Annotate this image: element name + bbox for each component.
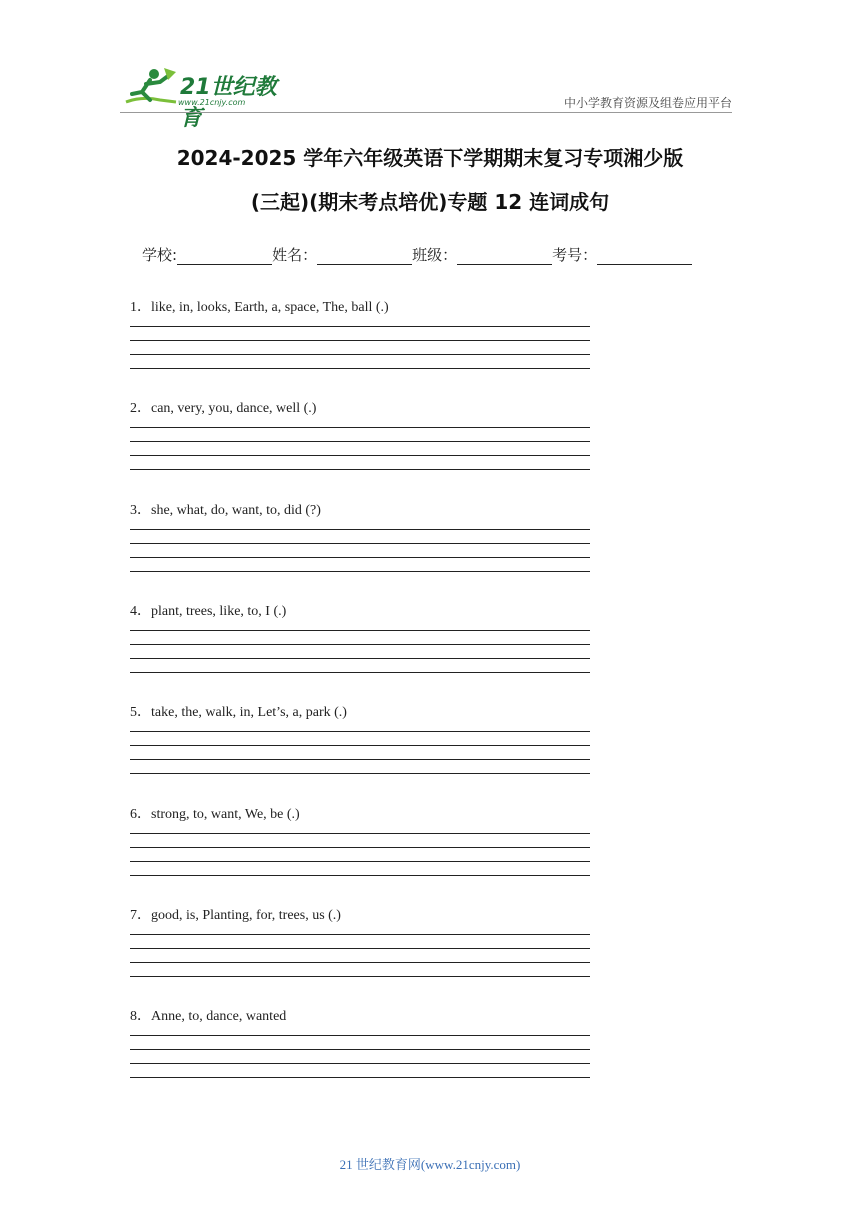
question-text [130,600,590,620]
name-label: 姓名： [272,246,318,264]
question-item [130,600,590,686]
answer-lines[interactable] [130,833,590,889]
answer-line[interactable] [130,833,590,847]
question-text [130,904,590,924]
exam-no-label: 考号： [552,246,598,264]
page-header [120,66,732,131]
answer-line[interactable] [130,745,590,759]
question-number: 6． [130,807,151,822]
answer-line[interactable] [130,340,590,354]
answer-lines[interactable] [130,1035,590,1091]
answer-line[interactable] [130,543,590,557]
question-words: she, what, do, want, to, did (?) [151,503,321,518]
question-text [130,499,590,519]
answer-line[interactable] [130,1077,590,1091]
platform-label: 中小学教育资源及组卷应用平台 [563,96,732,110]
answer-line[interactable] [130,773,590,787]
question-text [130,1005,590,1025]
answer-line[interactable] [130,427,590,441]
answer-line[interactable] [130,441,590,455]
question-item [130,397,590,483]
answer-line[interactable] [130,962,590,976]
question-words: plant, trees, like, to, I (.) [151,604,287,619]
question-text [130,701,590,721]
question-number: 3． [130,503,151,518]
answer-line[interactable] [130,1063,590,1077]
answer-line[interactable] [130,731,590,745]
question-number: 7． [130,908,151,923]
question-words: strong, to, want, We, be (.) [151,807,300,822]
answer-line[interactable] [130,368,590,382]
answer-line[interactable] [130,847,590,861]
question-words: can, very, you, dance, well (.) [151,401,317,416]
answer-line[interactable] [130,948,590,962]
answer-lines[interactable] [130,529,590,585]
exam-no-field[interactable] [597,246,692,265]
name-field[interactable] [317,246,412,265]
question-number: 2． [130,401,151,416]
header-divider [120,112,732,113]
question-item [130,1005,590,1091]
answer-line[interactable] [130,455,590,469]
answer-lines[interactable] [130,427,590,483]
answer-line[interactable] [130,354,590,368]
answer-lines[interactable] [130,934,590,990]
answer-line[interactable] [130,1049,590,1063]
answer-line[interactable] [130,861,590,875]
question-item [130,296,590,382]
answer-line[interactable] [130,571,590,585]
question-number: 1． [130,300,151,315]
page-title-line2: (三起)(期末考点培优)专题 12 连词成句 [250,190,610,214]
school-field[interactable] [177,246,272,265]
question-item [130,499,590,585]
logo [120,66,290,131]
student-info-row [142,244,692,265]
runner-logo-icon [120,66,180,110]
question-number: 4． [130,604,151,619]
school-label: 学校: [142,246,178,264]
answer-line[interactable] [130,976,590,990]
question-text [130,397,590,417]
answer-lines[interactable] [130,630,590,686]
logo-text: 21世纪教育 [180,75,277,131]
answer-line[interactable] [130,529,590,543]
question-text [130,803,590,823]
answer-line[interactable] [130,875,590,889]
question-number: 5． [130,705,151,720]
class-label: 班级： [412,246,458,264]
question-item [130,701,590,787]
class-field[interactable] [457,246,552,265]
logo-url: www.21cnjy.com [178,98,246,107]
question-words: good, is, Planting, for, trees, us (.) [151,908,341,923]
answer-line[interactable] [130,672,590,686]
answer-line[interactable] [130,644,590,658]
question-text [130,296,590,316]
question-number: 8． [130,1009,151,1024]
question-words: take, the, walk, in, Let’s, a, park (.) [151,705,347,720]
answer-lines[interactable] [130,326,590,382]
answer-line[interactable] [130,326,590,340]
answer-line[interactable] [130,469,590,483]
answer-line[interactable] [130,658,590,672]
answer-line[interactable] [130,759,590,773]
page-footer: 21 世纪教育网(www.21cnjy.com) [339,1157,521,1172]
answer-lines[interactable] [130,731,590,787]
question-words: Anne, to, dance, wanted [151,1009,287,1024]
answer-line[interactable] [130,1035,590,1049]
answer-line[interactable] [130,934,590,948]
page-title-line1: 2024-2025 学年六年级英语下学期期末复习专项湘少版 [176,146,684,170]
question-item [130,904,590,990]
answer-line[interactable] [130,630,590,644]
question-words: like, in, looks, Earth, a, space, The, ball (.) [151,300,389,315]
answer-line[interactable] [130,557,590,571]
question-item [130,803,590,889]
